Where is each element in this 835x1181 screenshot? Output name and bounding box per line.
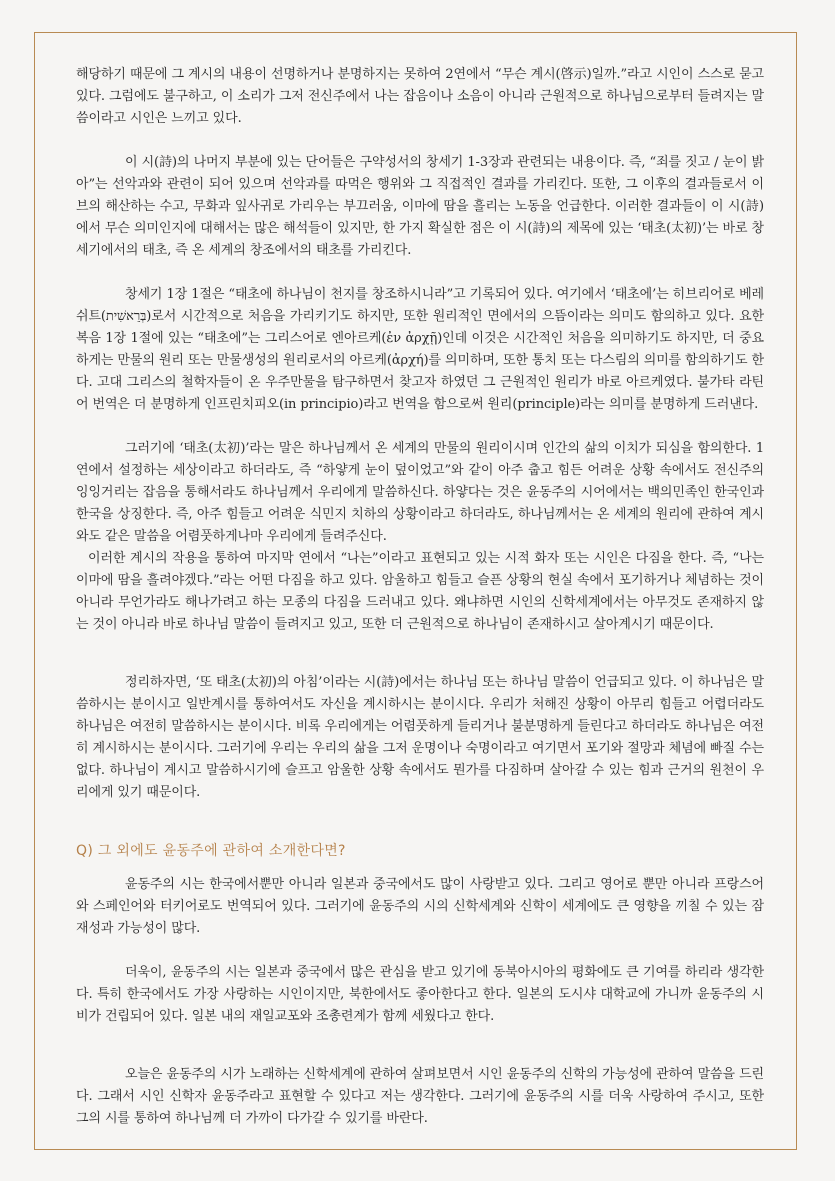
paragraph-summary: 정리하자면, ‘또 태초(太初)의 아침’이라는 시(詩)에서는 하나님 또는 하나님 말씀이 언급되고 있다. 이 하나님은 말씀하시는 분이시고 일반계시를 통하여서도 자신을 계시하시는 분이시다. 우리가 처해진 상황이 아무리 힘들고 어렵더라도 하나님은 여전히 말씀하시는 분이시다. 비록 우리에게는 어렴풋하게 들리거나 불분명하게 들린다고 하더라도 하나님은 여전히 계시하시는 분이시다. 그러기에 우리는 우리의 삶을 그저 운명이나 숙명이라고 여기면서 포기와 절망과 체념에 빠질 수는 없다. 하나님이 계시고 말씀하시기에 슬프고 암울한 상황 속에서도 뭔가를 다짐하며 살아갈 수 있는 힘과 근거의 원천이 우리에게 있기 때문이다. [76, 675, 764, 800]
paragraph-northeast-asia-peace: 더욱이, 윤동주의 시는 일본과 중국에서 많은 관심을 받고 있기에 동북아시아의 평화에도 큰 기여를 하리라 생각한다. 특히 한국에서도 가장 사랑하는 시인이지만, 북한에서도 좋아한다고 한다. 일본의 도시샤 대학교에 가니까 윤동주의 시비가 건립되어 있다. 일본 내의 재일교포와 조총련계가 함께 세웠다고 한다. [76, 965, 764, 1024]
paragraph-genesis-context: 이 시(詩)의 나머지 부분에 있는 단어들은 구약성서의 창세기 1-3장과 관련되는 내용이다. 즉, “죄를 짓고 / 눈이 밝아”는 선악과와 관련이 되어 있으며 선악과를 따먹은 행위와 그 직접적인 결과를 가리킨다. 또한, 그 이후의 결과들로서 이브의 해산하는 수고, 무화과 잎사귀로 가리우는 부끄러움, 이마에 땀을 흘리는 노동을 언급한다. 이러한 결과들이 이 시(詩)에서 무슨 의미인지에 대해서는 많은 해석들이 있지만, 한 가지 확실한 점은 이 시(詩)의 제목에 있는 ‘태초(太初)’는 바로 창세기에서의 태초, 즉 온 세계의 창조에서의 태초를 가리킨다. [76, 155, 764, 258]
paragraph-closing: 오늘은 윤동주의 시가 노래하는 신학세계에 관하여 살펴보면서 시인 윤동주의 신학의 가능성에 관하여 말씀을 드린다. 그래서 시인 신학자 윤동주라고 표현할 수 있다고 저는 생각한다. 그러기에 윤동주의 시를 더욱 사랑하여 주시고, 또한 그의 시를 통하여 하나님께 더 가까이 다가갈 수 있기를 바란다. [76, 1067, 764, 1126]
question-heading: Q) 그 외에도 윤동주에 관하여 소개한다면? [76, 843, 346, 859]
paragraph-poet-resolution: 이러한 계시의 작용을 통하여 마지막 연에서 “나는”이라고 표현되고 있는 시적 화자 또는 시인은 다짐을 한다. 즉, “나는 이마에 땀을 흘려야겠다.”라는 어떤 다짐을 하고 있다. 암울하고 힘들고 슬픈 상황의 현실 속에서 포기하거나 체념하는 것이 아니라 무언가라도 해나가려고 하는 모종의 다짐을 드러내고 있다. 왜냐하면 시인의 신학세계에서는 아무것도 존재하지 않는 것이 아니라 바로 하나님 말씀이 들려지고 있고, 또한 더 근원적으로 하나님이 존재하시고 살아계시기 때문이다. [76, 551, 764, 632]
paragraph-beginning-meaning: 창세기 1장 1절은 “태초에 하나님이 천지를 창조하시니라”고 기록되어 있다. 여기에서 ‘태초에’는 히브리어로 베레쉬트(בְּרֵאשִׁית)로서 시간적으로 처음을 가리키기도 하지만, 또한 원리적인 면에서의 으뜸이라는 의미도 함의하고 있다. 요한복음 1장 1절에 있는 “태초에”는 그리스어로 엔아르케(ἐν ἀρχῇ)인데 이것은 시간적인 처음을 의미하기도 하지만, 더 중요하게는 만물의 원리 또는 만물생성의 원리로서의 아르케(ἀρχή)를 의미하며, 또한 통치 또는 다스림의 의미를 함의하기도 한다. 고대 그리스의 철학자들이 온 우주만물을 탐구하면서 찾고자 하였던 그 근원적인 원리가 바로 아르케였다. 불가타 라틴어 번역은 더 분명하게 인프린치피오(in principio)라고 번역을 함으로써 원리(principle)라는 의미를 분명하게 드러낸다. [76, 287, 764, 412]
paragraph-international-love: 윤동주의 시는 한국에서뿐만 아니라 일본과 중국에서도 많이 사랑받고 있다. 그리고 영어로 뿐만 아니라 프랑스어와 스페인어와 터키어로도 번역되어 있다. 그러기에 윤동주의 시의 신학세계와 신학이 세계에도 큰 영향을 끼칠 수 있는 잠재성과 가능성이 많다. [76, 877, 764, 936]
paragraph-principle-of-world: 그러기에 ‘태초(太初)’라는 말은 하나님께서 온 세계의 만물의 원리이시며 인간의 삶의 이치가 되심을 함의한다. 1연에서 설정하는 세상이라고 하더라도, 즉 “하얗게 눈이 덮이었고”와 같이 아주 춥고 힘든 어려운 상황 속에서도 전신주의 잉잉거리는 잡음을 통해서라도 하나님께서 우리에게 말씀하신다. 하얗다는 것은 윤동주의 시어에서는 백의민족인 한국인과 한국을 상징한다. 즉, 아주 힘들고 어려운 식민지 치하의 상황이라고 하더라도, 하나님께서는 온 세계의 원리에 관하여 계시와도 같은 말씀을 어렴풋하게나마 우리에게 들려주신다. [76, 441, 764, 544]
document-body [76, 64, 764, 1130]
paragraph-revelation-question: 해당하기 때문에 그 계시의 내용이 선명하거나 분명하지는 못하여 2연에서 “무슨 계시(啓示)일까.”라고 시인이 스스로 묻고 있다. 그럼에도 불구하고, 이 소리가 그저 전신주에서 나는 잡음이나 소음이 아니라 근원적으로 하나님으로부터 들려지는 말씀이라고 시인은 느끼고 있다. [76, 67, 764, 126]
